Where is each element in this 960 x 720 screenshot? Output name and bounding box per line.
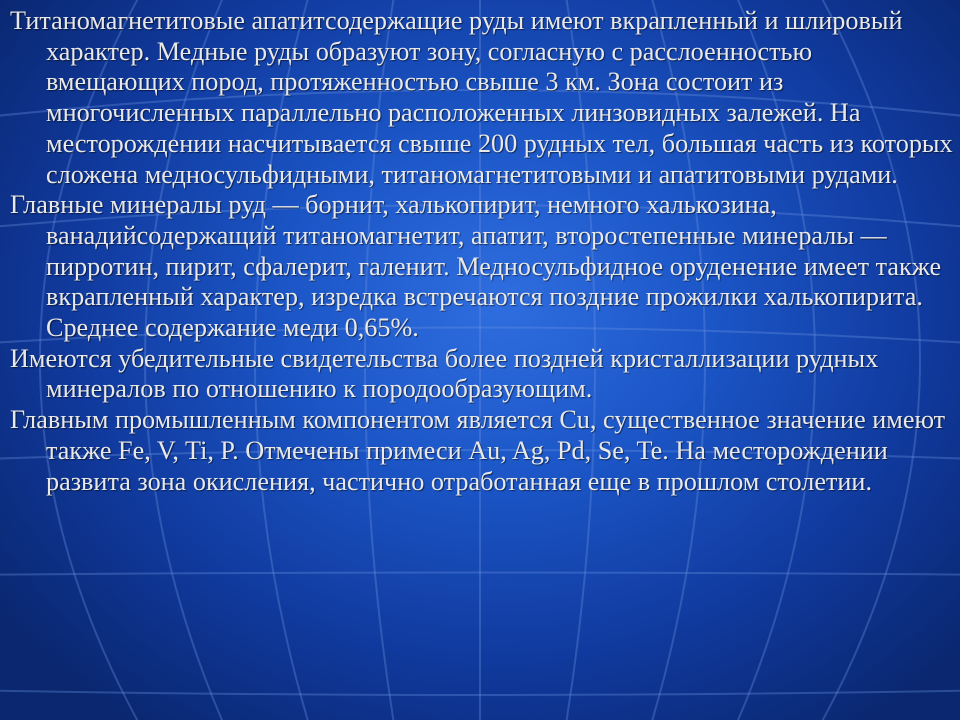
paragraph-industrial-component: Главным промышленным компонентом является Cu, существенное значение имеют также Fe, V, Ti, P. Отмечены примеси Au, Ag, Pd, Se, Te. На месторождении развита зона окисления, частично отработанная еще в прошлом столетии. xyxy=(10,405,946,496)
paragraph-crystallization: Имеются убедительные свидетельства более поздней кристаллизации рудных минералов по отношению к породообразующим. xyxy=(10,343,879,404)
paragraph-main-minerals: Главные минералы руд — борнит, халькопирит, немного халькозина, ванадийсодержащий титаномагнетит, апатит, второстепенные минералы — пирротин, пирит, сфалерит, галенит. Медносульфидное оруденение имеет также вкрапленный характер, изредка встречаются поздние прожилки халькопирита. Среднее содержание меди 0,65%. xyxy=(10,190,942,343)
slide-body xyxy=(10,6,955,497)
paragraph-ore-description: Титаномагнетитовые апатитсодержащие руды имеют вкрапленный и шлировый характер. Медные руды образуют зону, согласную с расслоенностью вмещающих пород, протяженностью свыше 3 км. Зона состоит из многочисленных параллельно расположенных линзовидных залежей. На месторождении насчитывается свыше 200 рудных тел, большая часть из которых сложена медносульфидными, титаномагнетитовыми и апатитовыми рудами. xyxy=(10,6,953,189)
